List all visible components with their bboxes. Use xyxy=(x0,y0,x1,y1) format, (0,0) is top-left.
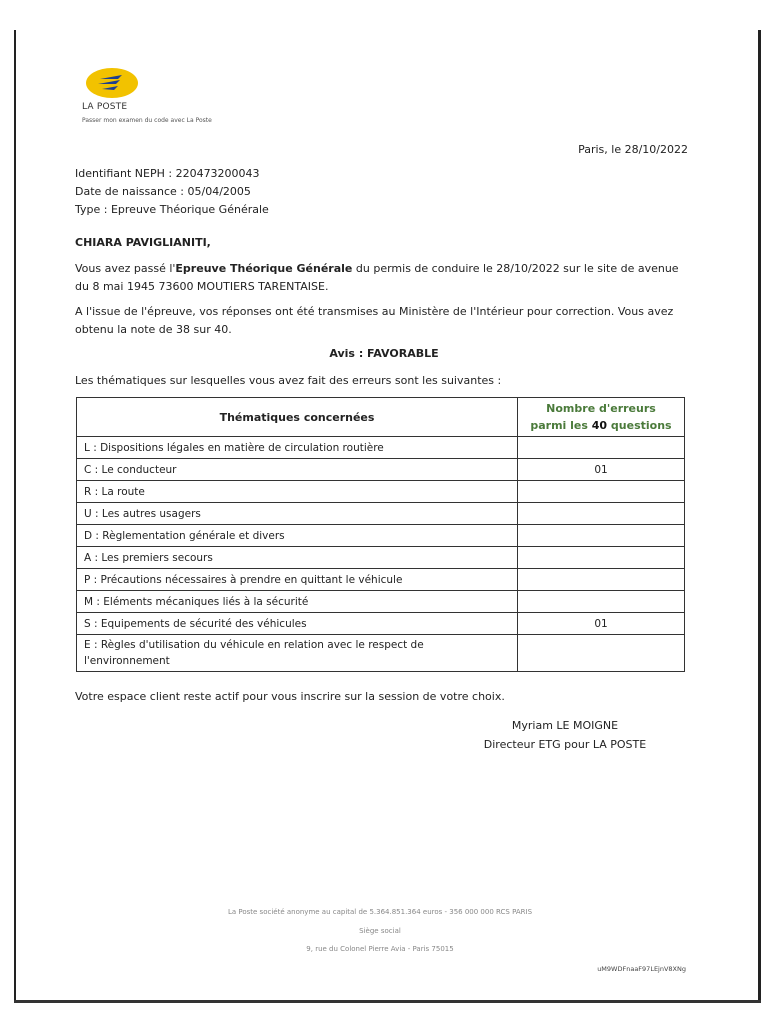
letter-date: Paris, le 28/10/2022 xyxy=(578,143,688,156)
table-row xyxy=(77,481,685,503)
header-error-count xyxy=(518,398,685,437)
page-right-border xyxy=(758,30,761,1002)
exam-paragraph-bold: Epreuve Théorique Générale xyxy=(175,262,353,275)
count-cell xyxy=(518,569,685,591)
header-error-count-total: 40 xyxy=(591,419,608,432)
signer-name: Myriam LE MOIGNE xyxy=(511,719,619,732)
count-cell xyxy=(518,481,685,503)
theme-cell: M : Eléments mécaniques liés à la sécurité xyxy=(77,591,518,613)
theme-cell: R : La route xyxy=(77,481,518,503)
neph-id: Identifiant NEPH : 220473200043 xyxy=(75,167,260,180)
verdict: Avis : FAVORABLE xyxy=(329,347,439,360)
theme-cell: U : Les autres usagers xyxy=(77,503,518,525)
count-cell xyxy=(518,525,685,547)
header-error-count-line1: Nombre d'erreurs xyxy=(546,402,656,415)
theme-cell: C : Le conducteur xyxy=(77,459,518,481)
exam-paragraph-pre: Vous avez passé l' xyxy=(75,262,176,275)
candidate-name: CHIARA PAVIGLIANITI, xyxy=(75,236,211,249)
header-themes: Thématiques concernées xyxy=(77,398,518,437)
header-error-count-post: questions xyxy=(607,419,672,432)
theme-cell: L : Dispositions légales en matière de circulation routière xyxy=(77,437,518,459)
document-code: uM9WDFnaaF97LEjnV8XNg xyxy=(597,965,686,973)
closing-sentence: Votre espace client reste actif pour vous inscrire sur la session de votre choix. xyxy=(75,690,505,703)
table-row xyxy=(77,459,685,481)
count-cell: 01 xyxy=(518,459,685,481)
candidate-identifiers xyxy=(75,165,269,219)
exam-paragraph xyxy=(75,260,695,296)
footer-address: 9, rue du Colonel Pierre Avia - Paris 75015 xyxy=(306,945,454,953)
count-cell xyxy=(518,503,685,525)
exam-type: Type : Epreuve Théorique Générale xyxy=(75,203,269,216)
signer-title: Directeur ETG pour LA POSTE xyxy=(483,738,647,751)
table-row xyxy=(77,547,685,569)
table-row xyxy=(77,635,685,672)
table-row xyxy=(77,613,685,635)
count-cell xyxy=(518,437,685,459)
theme-cell: D : Règlementation générale et divers xyxy=(77,525,518,547)
errors-intro: Les thématiques sur lesquelles vous avez fait des erreurs sont les suivantes : xyxy=(75,374,502,387)
header-error-count-pre: parmi les xyxy=(530,419,592,432)
table-row xyxy=(77,437,685,459)
footer-siege-label: Siège social xyxy=(359,927,401,935)
table-row xyxy=(77,503,685,525)
count-cell xyxy=(518,635,685,672)
logo-wordmark: LA POSTE xyxy=(82,102,128,112)
table-row xyxy=(77,569,685,591)
theme-cell: E : Règles d'utilisation du véhicule en relation avec le respect de l'environnement xyxy=(77,635,518,672)
exam-paragraph-post: du permis de conduire le 28/10/2022 sur le site de avenue du 8 mai 1945 73600 MOUTIERS TARENTAISE. xyxy=(75,262,679,293)
count-cell xyxy=(518,591,685,613)
result-paragraph: A l'issue de l'épreuve, vos réponses ont été transmises au Ministère de l'Intérieur pour correction. Vous avez obtenu la note de 38 sur 40. xyxy=(75,305,674,336)
page-bottom-border xyxy=(14,1000,761,1003)
theme-cell: A : Les premiers secours xyxy=(77,547,518,569)
theme-cell: S : Equipements de sécurité des véhicules xyxy=(77,613,518,635)
table-row xyxy=(77,591,685,613)
table-row xyxy=(77,525,685,547)
signature-block xyxy=(450,716,680,754)
logo-tagline: Passer mon examen du code avec La Poste xyxy=(82,117,212,124)
la-poste-logo-icon xyxy=(84,66,140,100)
count-cell xyxy=(518,547,685,569)
footer-company-line: La Poste société anonyme au capital de 5.364.851.364 euros - 356 000 000 RCS PARIS xyxy=(227,908,533,916)
birth-date: Date de naissance : 05/04/2005 xyxy=(75,185,251,198)
theme-cell: P : Précautions nécessaires à prendre en quittant le véhicule xyxy=(77,569,518,591)
table-header-row xyxy=(77,398,685,437)
count-cell: 01 xyxy=(518,613,685,635)
errors-table xyxy=(76,397,685,672)
page-left-border xyxy=(14,30,16,1002)
